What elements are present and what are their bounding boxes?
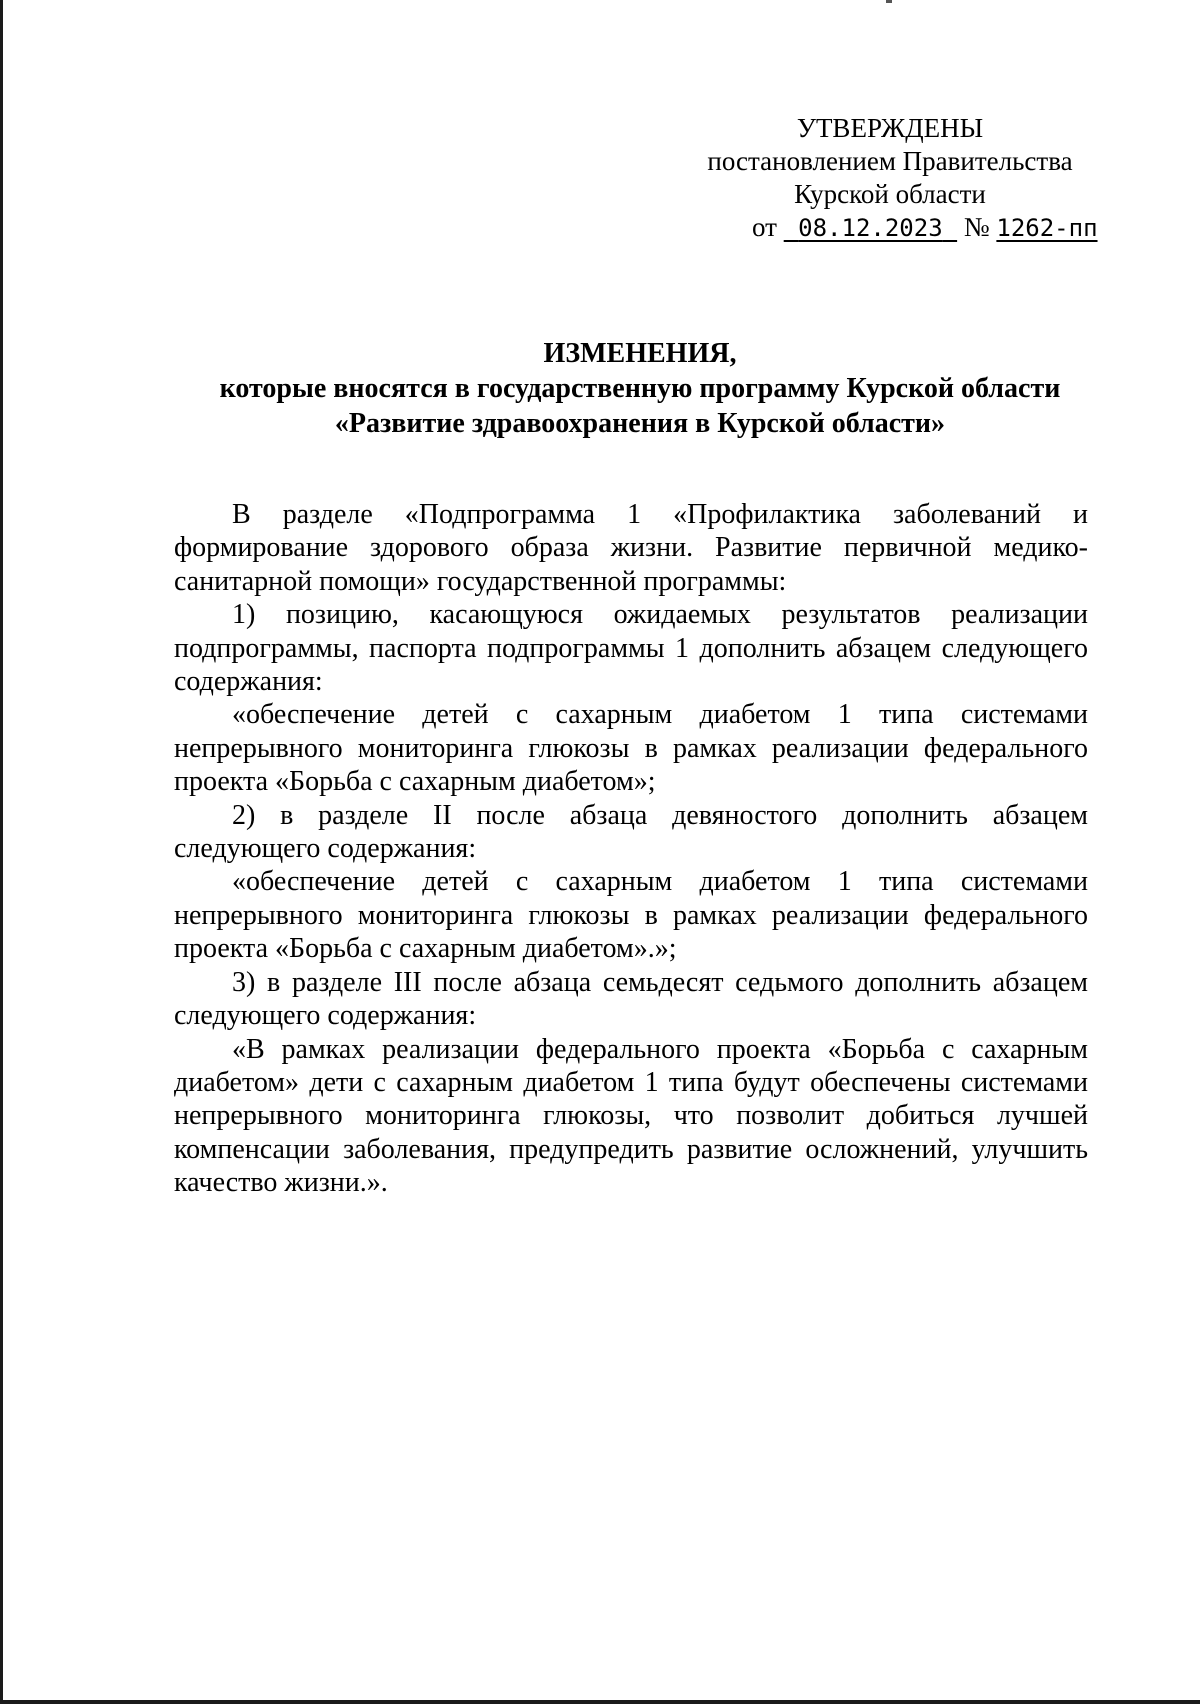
document-subtitle-2: «Развитие здравоохранения в Курской области» <box>334 408 946 439</box>
document-title: ИЗМЕНЕНИЯ, <box>543 338 737 369</box>
document-title-block <box>160 336 1120 441</box>
paragraph-item-2: 2) в разделе II после абзаца девяностого дополнить абзацем следующего содержания: <box>174 799 1088 865</box>
paragraph-quote-3: «В рамках реализации федерального проекта «Борьба с сахарным диабетом» дети с сахарным диабетом 1 типа будут обеспечены системами непрерывного мониторинга глюкозы, что позволит добиться лучшей компенсации заболевания, предупредить развитие осложнений, улучшить качество жизни.». <box>174 1033 1088 1199</box>
approval-date: 08.12.2023 <box>798 214 943 242</box>
approval-heading: УТВЕРЖДЕНЫ <box>796 113 984 143</box>
document-body <box>174 498 1088 1200</box>
approval-block <box>690 112 1098 245</box>
number-prefix: № <box>963 212 990 242</box>
scan-bottom-edge <box>0 1700 1200 1704</box>
approval-number: 1262-пп <box>996 214 1098 242</box>
scan-top-mark <box>886 0 892 3</box>
approval-line-3: Курской области <box>794 179 986 209</box>
scan-left-edge <box>0 0 3 1704</box>
paragraph-intro: В разделе «Подпрограмма 1 «Профилактика заболеваний и формирование здорового образа жизни. Развитие первичной медико-санитарной помощи» государственной программы: <box>174 499 1088 597</box>
date-prefix: от <box>752 212 777 242</box>
document-subtitle-1: которые вносятся в государственную программу Курской области <box>219 373 1061 404</box>
paragraph-item-1: 1) позицию, касающуюся ожидаемых результатов реализации подпрограммы, паспорта подпрограммы 1 дополнить абзацем следующего содержания: <box>174 599 1088 698</box>
paragraph-quote-2: «обеспечение детей с сахарным диабетом 1 типа системами непрерывного мониторинга глюкозы в рамках реализации федерального проекта «Борьба с сахарным диабетом».»; <box>174 866 1088 965</box>
approval-date-line <box>690 211 1098 245</box>
paragraph-item-3: 3) в разделе III после абзаца семьдесят седьмого дополнить абзацем следующего содержания: <box>174 966 1088 1032</box>
approval-line-2: постановлением Правительства <box>707 146 1073 176</box>
paragraph-quote-1: «обеспечение детей с сахарным диабетом 1 типа системами непрерывного мониторинга глюкозы в рамках реализации федерального проекта «Борьба с сахарным диабетом»; <box>174 699 1088 798</box>
